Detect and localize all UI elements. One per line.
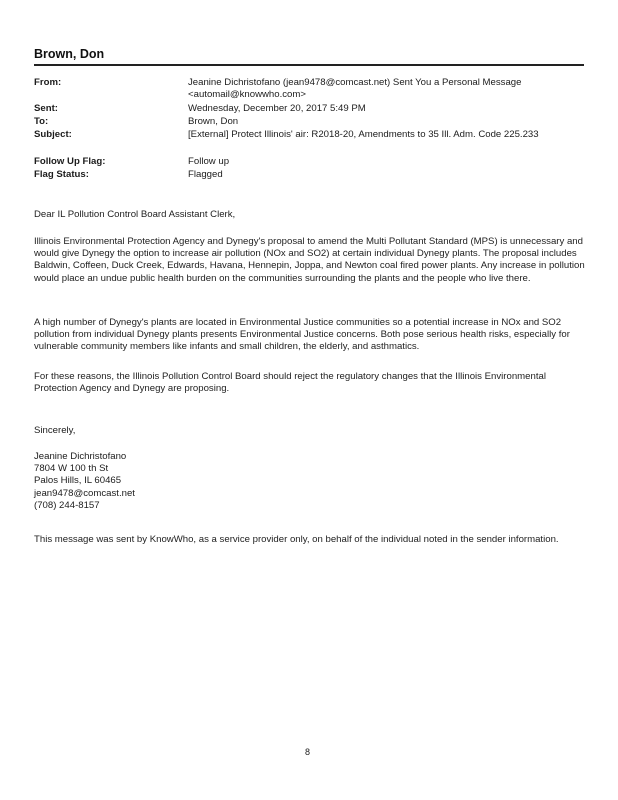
sent-value: Wednesday, December 20, 2017 5:49 PM: [188, 103, 366, 114]
page-number: 8: [305, 747, 311, 757]
follow-up-flag-label: Follow Up Flag:: [34, 156, 106, 167]
salutation-text: Dear IL Pollution Control Board Assistant Clerk,: [34, 209, 236, 220]
flag-status-label: Flag Status:: [34, 169, 89, 180]
to-label: To:: [34, 116, 49, 127]
signature-city: Palos Hills, IL 60465: [34, 475, 122, 487]
to-value: Brown, Don: [188, 116, 239, 127]
from-address: <automail@knowwho.com>: [188, 88, 306, 100]
paragraph-1: [34, 236, 586, 285]
closing: Sincerely,: [34, 425, 76, 436]
signature-street: 7804 W 100 th St: [34, 463, 109, 475]
knowwho-footer: [34, 534, 586, 546]
paragraph-1-text: Illinois Environmental Protection Agency and Dynegy's proposal to amend the Multi Pollutant Standard (MPS) is unnecessary and would give Dynegy the option to increase air pollution (NOx and SO2) at certain individual Dynegy plants. The proposal includes Baldwin, Coffeen, Duck Creek, Edwards, Havana, Hennepin, Joppa, and Newton coal fired power plants. Any increase in pollution would place an undue public health burden on the communities surrounding the plants and the people who live there.: [34, 236, 585, 284]
paragraph-3: [34, 371, 586, 395]
sent-label: Sent:: [34, 103, 58, 114]
mailbox-owner: Brown, Don: [34, 47, 105, 61]
from-label: From:: [34, 77, 62, 88]
header-rule: [34, 64, 584, 66]
signature-email: jean9478@comcast.net: [34, 487, 135, 499]
knowwho-footer-text: This message was sent by KnowWho, as a service provider only, on behalf of the individual noted in the sender information.: [34, 534, 559, 545]
salutation: [34, 209, 586, 221]
paragraph-2-text: A high number of Dynegy's plants are located in Environmental Justice communities so a potential increase in NOx and SO2 pollution from individual Dynegy plants presents Environmental Justice concerns. Both pose serious health risks, especially for vulnerable community members like infants and small children, the elderly, and asthmatics.: [34, 317, 570, 353]
signature-name: Jeanine Dichristofano: [34, 451, 127, 462]
from-value: [188, 77, 588, 100]
signature-phone: (708) 244-8157: [34, 499, 100, 511]
from-sender: Jeanine Dichristofano (jean9478@comcast.net) Sent You a Personal Message: [188, 77, 522, 88]
signature-block: [34, 451, 135, 512]
subject-label: Subject:: [34, 129, 72, 140]
paragraph-2: [34, 317, 586, 354]
flag-status-value: Flagged: [188, 169, 223, 180]
follow-up-flag-value: Follow up: [188, 156, 230, 167]
paragraph-3-text: For these reasons, the Illinois Pollution Control Board should reject the regulatory changes that the Illinois Environmental Protection Agency and Dynegy are proposing.: [34, 371, 546, 395]
subject-value: [External] Protect Illinois' air: R2018-20, Amendments to 35 Ill. Adm. Code 225.233: [188, 129, 539, 140]
